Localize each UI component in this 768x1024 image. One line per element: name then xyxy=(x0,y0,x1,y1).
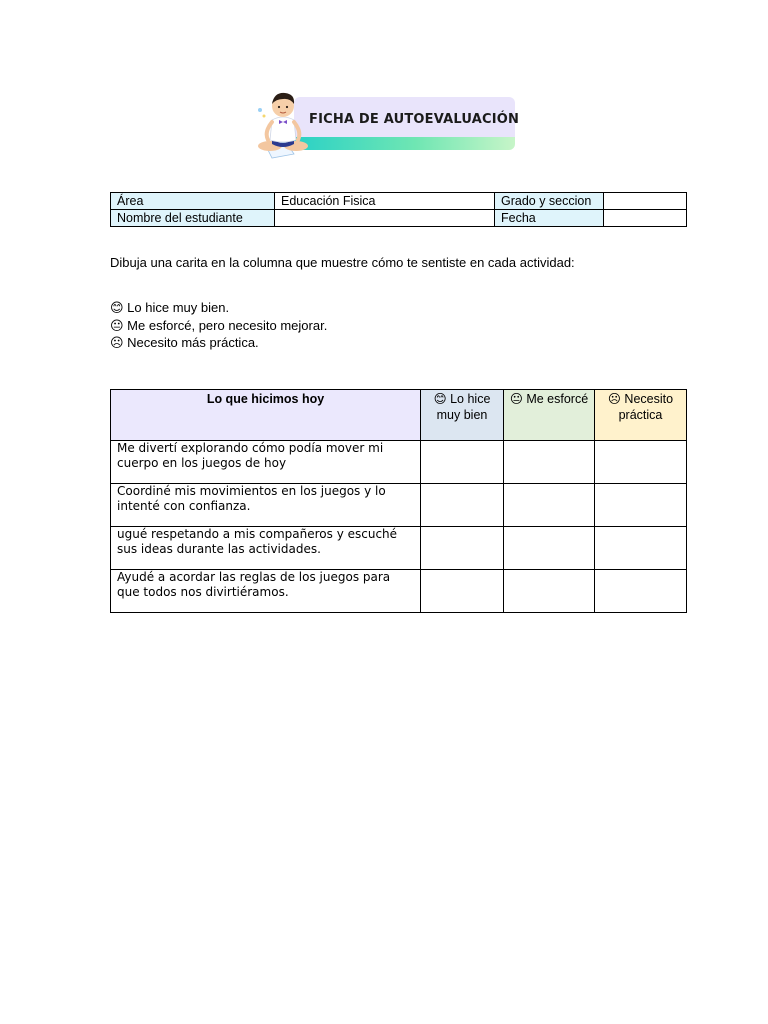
table-row xyxy=(111,570,687,613)
page-title: FICHA DE AUTOEVALUACIÓN xyxy=(309,112,520,127)
area-value[interactable]: Educación Fisica xyxy=(275,193,495,210)
self-evaluation-table xyxy=(110,389,687,613)
activity-cell: Coordiné mis movimientos en los juegos y lo intenté con confianza. xyxy=(111,484,421,527)
table-row xyxy=(111,210,687,227)
column-header-good: 😊 Lo hice muy bien xyxy=(421,390,504,441)
column-header-activity: Lo que hicimos hoy xyxy=(111,390,421,441)
practice-cell[interactable] xyxy=(595,484,687,527)
table-header-row xyxy=(111,390,687,441)
legend-item-practice: ☹ Necesito más práctica. xyxy=(110,335,259,350)
good-cell[interactable] xyxy=(421,570,504,613)
effort-cell[interactable] xyxy=(504,527,595,570)
table-row xyxy=(111,441,687,484)
grade-section-field[interactable] xyxy=(604,193,687,210)
table-row xyxy=(111,193,687,210)
face-legend xyxy=(110,299,327,352)
child-illustration-icon xyxy=(252,88,312,160)
student-name-field[interactable] xyxy=(275,210,495,227)
effort-cell[interactable] xyxy=(504,570,595,613)
practice-cell[interactable] xyxy=(595,570,687,613)
header-banner xyxy=(252,88,520,160)
student-info-table xyxy=(110,192,687,227)
good-cell[interactable] xyxy=(421,441,504,484)
date-label: Fecha xyxy=(495,210,604,227)
instruction-text: Dibuja una carita en la columna que muestre cómo te sentiste en cada actividad: xyxy=(110,255,575,270)
effort-cell[interactable] xyxy=(504,441,595,484)
grade-section-label: Grado y seccion xyxy=(495,193,604,210)
date-field[interactable] xyxy=(604,210,687,227)
area-label: Área xyxy=(111,193,275,210)
practice-cell[interactable] xyxy=(595,441,687,484)
practice-cell[interactable] xyxy=(595,527,687,570)
good-cell[interactable] xyxy=(421,484,504,527)
legend-item-good: 😊 Lo hice muy bien. xyxy=(110,300,230,315)
activity-cell: ugué respetando a mis compañeros y escuché sus ideas durante las actividades. xyxy=(111,527,421,570)
effort-cell[interactable] xyxy=(504,484,595,527)
activity-cell: Ayudé a acordar las reglas de los juegos para que todos nos divirtiéramos. xyxy=(111,570,421,613)
banner-gradient-strip xyxy=(294,137,515,150)
student-name-label: Nombre del estudiante xyxy=(111,210,275,227)
legend-item-effort: 😐 Me esforcé, pero necesito mejorar. xyxy=(110,317,328,333)
table-row xyxy=(111,484,687,527)
column-header-practice: ☹ Necesito práctica xyxy=(595,390,687,441)
good-cell[interactable] xyxy=(421,527,504,570)
column-header-effort: 😐 Me esforcé xyxy=(504,390,595,441)
activity-cell: Me divertí explorando cómo podía mover mi cuerpo en los juegos de hoy xyxy=(111,441,421,484)
table-row xyxy=(111,527,687,570)
